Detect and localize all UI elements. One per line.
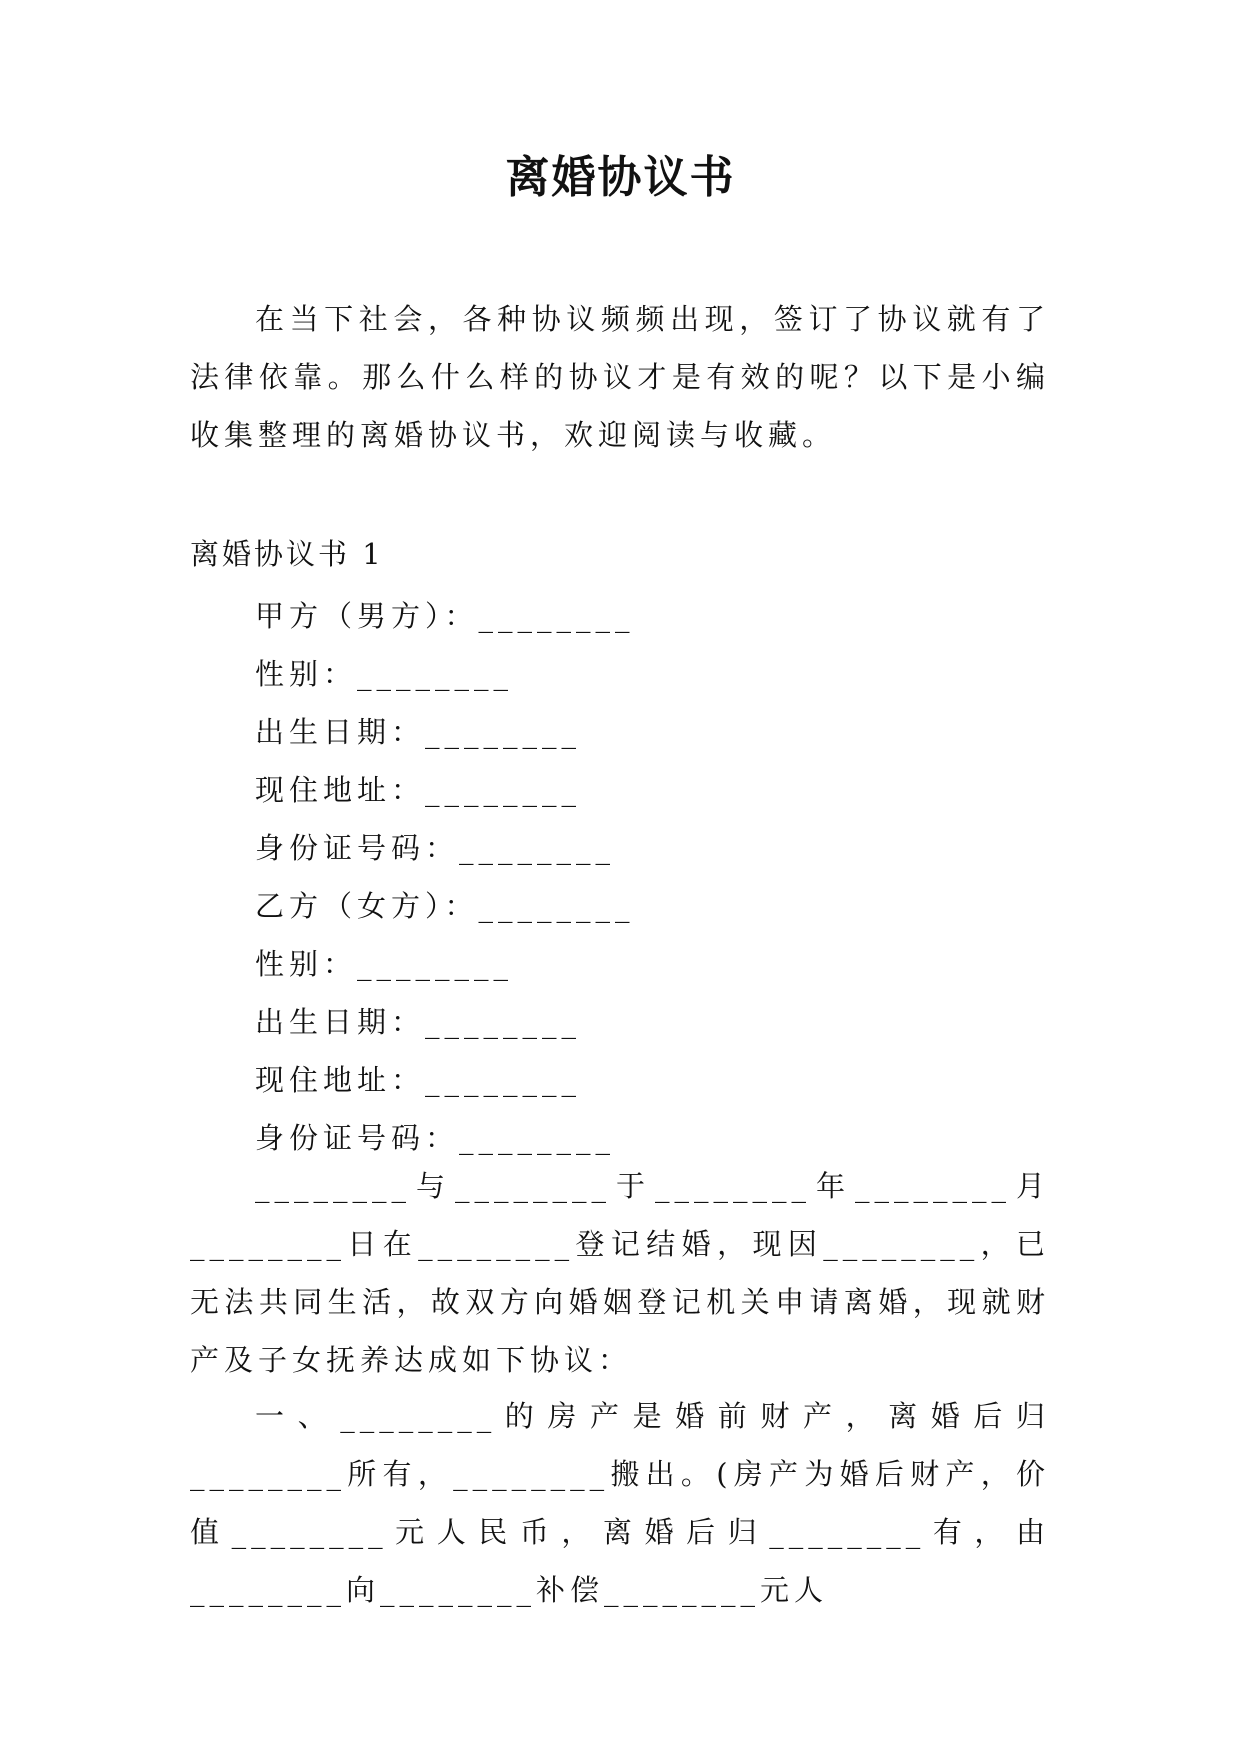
- document-title: 离婚协议书: [505, 152, 736, 203]
- party-a-name-field: 甲方（男方）：________: [255, 599, 635, 633]
- party-b-gender-field: 性别：________: [255, 947, 514, 981]
- party-a-id-number-field: 身份证号码：________: [255, 831, 616, 865]
- party-a-address-field: 现住地址：________: [255, 773, 582, 807]
- party-b-name-field: 乙方（女方）：________: [255, 889, 635, 923]
- intro-paragraph: 在当下社会，各种协议频频出现，签订了协议就有了法律依靠。那么什么样的协议才是有效的呢？以下是小编收集整理的离婚协议书，欢迎阅读与收藏。: [190, 302, 1050, 452]
- marriage-paragraph: ________与________于________年________月________日在________登记结婚，现因________，已无法共同生活，故双方向婚姻登记机关申请离婚，现就财产及子女抚养达成如下协议：: [190, 1169, 1050, 1377]
- party-a-birth-date-field: 出生日期：________: [255, 715, 582, 749]
- party-b-address-field: 现住地址：________: [255, 1063, 582, 1097]
- party-a-gender-field: 性别：________: [255, 657, 514, 691]
- party-b-id-number-field: 身份证号码：________: [255, 1121, 616, 1155]
- section-heading: 离婚协议书 1: [190, 537, 384, 571]
- article-1-paragraph: 一、________的房产是婚前财产，离婚后归________所有，________搬出。(房产为婚后财产，价值________元人民币，离婚后归________有，由________向________补偿________元人: [190, 1399, 1050, 1607]
- party-b-birth-date-field: 出生日期：________: [255, 1005, 582, 1039]
